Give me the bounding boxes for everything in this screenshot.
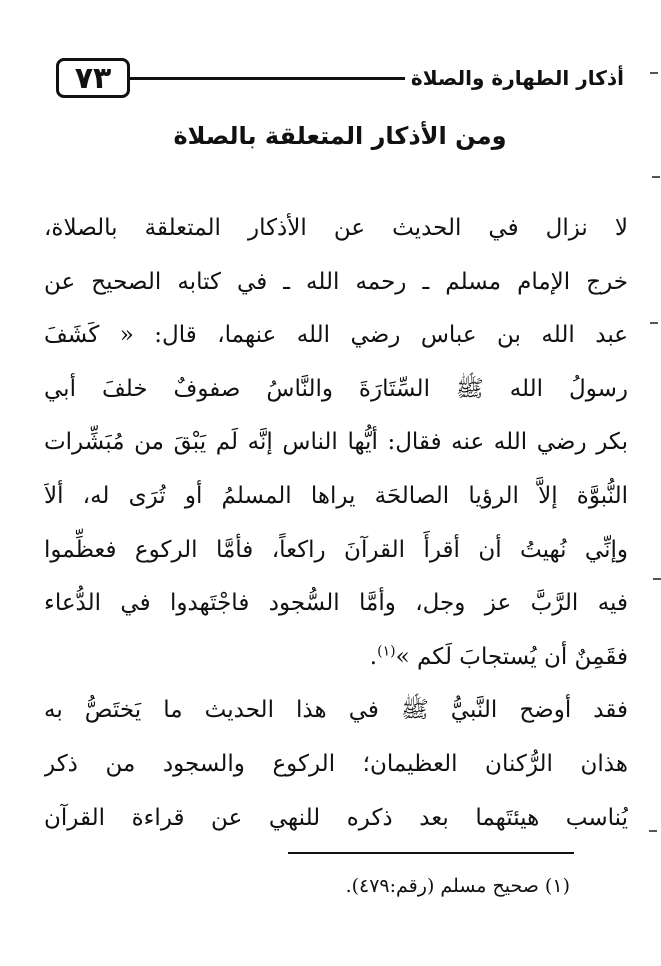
body-line: وإنِّي نُهيتُ أن أقرأَ القرآنَ راكعاً، فأمَّا الركوع فعظِّموا bbox=[44, 536, 628, 563]
body-line: النُّبوَّة إلاَّ الرؤيا الصالحَة يراها المسلمُ أو تُرَى له، ألاَ bbox=[44, 482, 628, 509]
body-line: يُناسب هيئتَهما بعد ذكره للنهي عن قراءة القرآن bbox=[44, 804, 628, 831]
body-text bbox=[44, 202, 628, 845]
page-number-box bbox=[56, 58, 130, 98]
footnote: (١) صحيح مسلم (رقم:٤٧٩). bbox=[345, 875, 570, 897]
margin-mark bbox=[650, 72, 658, 74]
running-title: أذكار الطهارة والصلاة bbox=[410, 66, 624, 90]
body-line: هذان الرُّكنان العظيمان؛ الركوع والسجود من ذكر bbox=[44, 750, 628, 777]
margin-mark bbox=[653, 578, 661, 580]
margin-mark bbox=[650, 322, 658, 324]
hadith-ending: فقَمِنٌ أن يُستجابَ لَكم » bbox=[395, 643, 628, 670]
page-number: ٧٣ bbox=[74, 60, 112, 96]
footnote-separator bbox=[288, 852, 574, 854]
header-rule bbox=[130, 77, 405, 80]
body-line: فقد أوضح النَّبيُّ ﷺ في هذا الحديث ما يَختَصُّ به bbox=[44, 697, 628, 724]
margin-mark bbox=[652, 176, 660, 178]
body-line: خرج الإمام مسلم ـ رحمه الله ـ في كتابه الصحيح عن bbox=[44, 268, 628, 295]
body-line: لا نزال في الحديث عن الأذكار المتعلقة بالصلاة، bbox=[44, 215, 628, 241]
body-line: بكر رضي الله عنه فقال: أيُّها الناس إنَّه لَم يَبْقَ من مُبَشِّرات bbox=[44, 429, 628, 456]
section-title: ومن الأذكار المتعلقة بالصلاة bbox=[173, 122, 507, 150]
margin-mark bbox=[649, 830, 657, 832]
body-line: عبد الله بن عباس رضي الله عنهما، قال: « كَشَفَ bbox=[44, 322, 628, 349]
page-header bbox=[56, 52, 624, 104]
body-line: فيه الرَّبَّ عز وجل، وأمَّا السُّجود فاجْتَهدوا في الدُّعاء bbox=[44, 590, 628, 617]
footnote-reference: (١) bbox=[377, 643, 396, 660]
body-line-last-of-hadith: فقَمِنٌ أن يُستجابَ لَكم »$^{(١)}$. bbox=[369, 643, 628, 670]
body-line: رسولُ الله ﷺ السِّتَارَةَ والنَّاسُ صفوفٌ خلفَ أبي bbox=[44, 375, 628, 402]
